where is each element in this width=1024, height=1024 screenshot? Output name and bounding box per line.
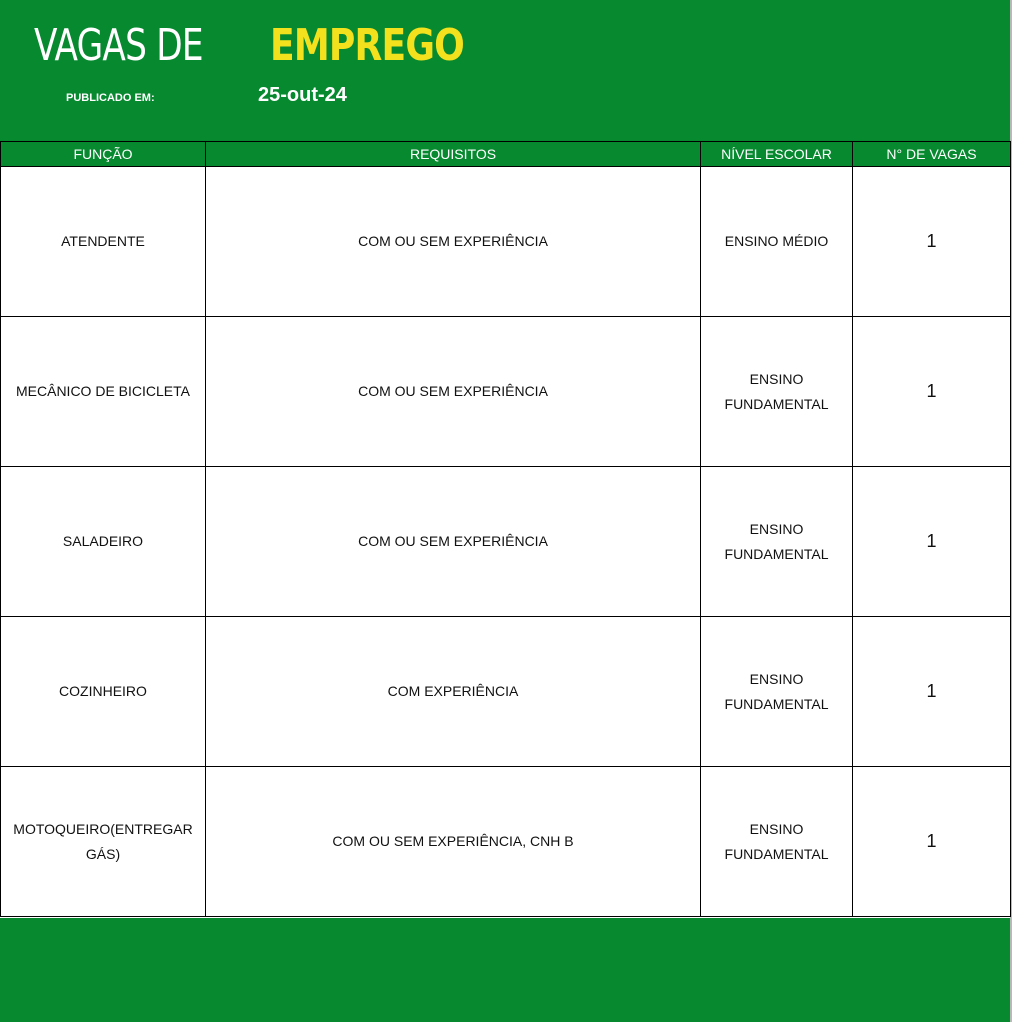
column-header-numero-vagas: N° DE VAGAS	[853, 142, 1011, 167]
cell-nivel-escolar: ENSINO FUNDAMENTAL	[701, 617, 853, 767]
jobs-table	[0, 141, 1011, 917]
column-header-funcao: FUNÇÃO	[1, 142, 206, 167]
cell-vagas: 1	[853, 617, 1011, 767]
cell-nivel-escolar: ENSINO FUNDAMENTAL	[701, 317, 853, 467]
column-header-requisitos: REQUISITOS	[206, 142, 701, 167]
table-row	[1, 467, 1011, 617]
table-row	[1, 317, 1011, 467]
cell-funcao: SALADEIRO	[1, 467, 206, 617]
footer-banner	[0, 918, 1010, 1022]
header-banner	[0, 0, 1010, 141]
table-header-row	[1, 142, 1011, 167]
cell-funcao: COZINHEIRO	[1, 617, 206, 767]
cell-vagas: 1	[853, 767, 1011, 917]
cell-requisitos: COM OU SEM EXPERIÊNCIA	[206, 167, 701, 317]
table-row	[1, 167, 1011, 317]
cell-requisitos: COM EXPERIÊNCIA	[206, 617, 701, 767]
published-date: 25-out-24	[258, 84, 347, 106]
cell-funcao: ATENDENTE	[1, 167, 206, 317]
table-row	[1, 617, 1011, 767]
published-label: PUBLICADO EM:	[66, 92, 155, 104]
cell-vagas: 1	[853, 467, 1011, 617]
cell-nivel-escolar: ENSINO MÉDIO	[701, 167, 853, 317]
cell-requisitos: COM OU SEM EXPERIÊNCIA	[206, 467, 701, 617]
cell-vagas: 1	[853, 317, 1011, 467]
table-row	[1, 767, 1011, 917]
cell-funcao: MECÂNICO DE BICICLETA	[1, 317, 206, 467]
title-vagas-de: VAGAS DE	[34, 20, 203, 71]
title-emprego: EMPREGO	[270, 20, 464, 71]
cell-funcao: MOTOQUEIRO(ENTREGAR GÁS)	[1, 767, 206, 917]
cell-requisitos: COM OU SEM EXPERIÊNCIA, CNH B	[206, 767, 701, 917]
cell-vagas: 1	[853, 167, 1011, 317]
column-header-nivel-escolar: NÍVEL ESCOLAR	[701, 142, 853, 167]
cell-nivel-escolar: ENSINO FUNDAMENTAL	[701, 467, 853, 617]
cell-nivel-escolar: ENSINO FUNDAMENTAL	[701, 767, 853, 917]
cell-requisitos: COM OU SEM EXPERIÊNCIA	[206, 317, 701, 467]
